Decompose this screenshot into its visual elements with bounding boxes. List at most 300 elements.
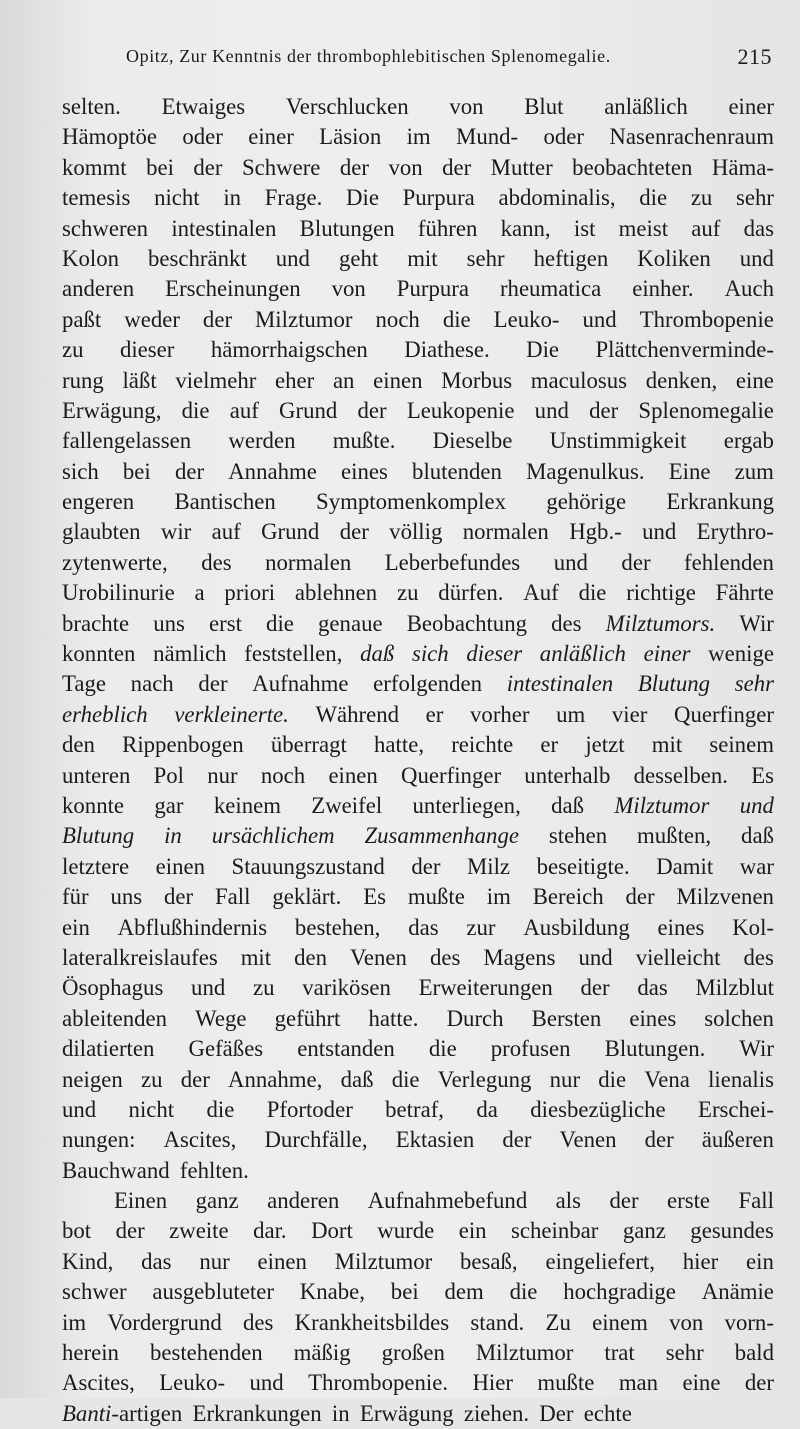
- word: die: [206, 1096, 235, 1122]
- word: Die: [526, 337, 560, 363]
- word: das: [637, 975, 668, 1001]
- word: Erweiterungen: [418, 975, 553, 1001]
- word: die: [598, 1066, 627, 1092]
- word: Während: [315, 701, 400, 727]
- word: Erythro-: [696, 519, 774, 545]
- word: heftigen: [533, 245, 609, 271]
- word: dem: [444, 1279, 484, 1305]
- word: normalen: [462, 519, 549, 545]
- word: beobachteten: [572, 154, 693, 180]
- word: desselben.: [633, 762, 728, 788]
- word: zytenwerte,: [62, 549, 168, 575]
- word: Diathese.: [404, 337, 490, 363]
- word: rung: [62, 367, 104, 393]
- text-line: [62, 1338, 774, 1368]
- word: nur: [549, 1066, 581, 1092]
- word: die: [391, 1066, 420, 1092]
- word: von: [388, 154, 423, 180]
- word: eine: [735, 367, 774, 393]
- word: zur: [466, 914, 496, 940]
- word: die: [509, 1279, 538, 1305]
- word: Leuko-: [159, 1370, 226, 1396]
- word: bot: [62, 1218, 92, 1244]
- word: kommt: [62, 154, 127, 180]
- word: betraf,: [385, 1096, 444, 1122]
- word: Bersten: [531, 1005, 602, 1031]
- word: mit: [240, 944, 272, 970]
- word: Milztumor: [255, 306, 353, 332]
- word: und: [578, 944, 613, 970]
- word: hochgradige: [563, 1279, 676, 1305]
- word: Schwere: [241, 154, 321, 180]
- word: sich: [62, 458, 99, 484]
- page-number: 215: [737, 44, 772, 69]
- word: Leukopenie: [406, 397, 515, 423]
- word: engeren: [62, 489, 135, 515]
- word: lateralkreislaufes: [62, 944, 218, 970]
- text-line: [62, 305, 774, 335]
- italic-word: Zusammenhange: [364, 823, 519, 849]
- word: einem: [592, 1309, 648, 1335]
- word: Vena: [644, 1066, 690, 1092]
- word: mußte: [407, 884, 465, 910]
- word: auf: [211, 519, 241, 545]
- text-line: [62, 609, 774, 639]
- word: Dieselbe: [432, 428, 513, 454]
- text-line: [62, 1065, 774, 1095]
- text-line: [62, 1308, 774, 1338]
- word: Bereich: [532, 884, 604, 910]
- word: denken,: [645, 367, 718, 393]
- word: des: [551, 610, 582, 636]
- word: einer: [248, 124, 294, 150]
- word: mäßig: [293, 1340, 351, 1366]
- word: selten.: [62, 94, 121, 119]
- word: da: [476, 1096, 498, 1122]
- word: Purpura: [402, 185, 475, 211]
- text-line: [62, 457, 774, 487]
- word: lienalis: [708, 1066, 774, 1092]
- word: Ascites,: [62, 1370, 135, 1396]
- word: ableitenden: [62, 1005, 168, 1031]
- word: von: [331, 276, 366, 302]
- word: für: [62, 884, 89, 910]
- word: vorn-: [724, 1309, 774, 1335]
- word: das: [141, 1248, 172, 1274]
- word: solchen: [704, 1005, 774, 1031]
- text-line: [62, 852, 774, 882]
- word: anderen: [62, 276, 135, 302]
- word: Krankheitsbildes: [294, 1309, 450, 1335]
- word: letztere: [62, 853, 130, 879]
- word: Erschei-: [698, 1096, 774, 1122]
- word: Frage.: [264, 185, 323, 211]
- text-line: [62, 700, 774, 730]
- word: Kolon: [62, 245, 119, 271]
- word: bestehen,: [294, 914, 381, 940]
- word: hier: [682, 1248, 719, 1274]
- word: Ösophagus: [62, 975, 164, 1001]
- word: Blutungen: [299, 215, 395, 241]
- word: brachte: [62, 610, 130, 636]
- word: meist: [618, 215, 669, 241]
- word: Wir: [739, 610, 774, 636]
- word: geklärt.: [272, 884, 342, 910]
- word: nungen:: [62, 1127, 136, 1153]
- word: fehlenden: [684, 549, 774, 575]
- word: rheumatica: [499, 276, 602, 302]
- word: herein: [62, 1340, 119, 1366]
- word: und: [275, 245, 310, 271]
- word: bald: [734, 1340, 774, 1366]
- word: der: [625, 884, 655, 910]
- word: Milztumor: [475, 1340, 574, 1366]
- word: Rippenbogen: [122, 732, 244, 758]
- italic-word: anläßlich: [539, 641, 626, 667]
- italic-word: und: [739, 792, 774, 818]
- word: Ektasien: [395, 1127, 475, 1153]
- text-line: [62, 487, 774, 517]
- word: des: [243, 1309, 274, 1335]
- word: den: [294, 944, 327, 970]
- word: hatte.: [368, 1005, 419, 1031]
- italic-word: dieser: [466, 641, 523, 667]
- word: schwer: [62, 1279, 127, 1305]
- word: zu: [396, 580, 419, 606]
- word: Nasenrachenraum: [609, 124, 774, 150]
- word: Ausbildung: [523, 914, 630, 940]
- word: Grund: [279, 397, 338, 423]
- word: des: [201, 549, 232, 575]
- word: erfolgenden: [373, 671, 483, 697]
- word: profusen: [490, 1036, 571, 1062]
- word: Pfortoder: [266, 1096, 353, 1122]
- word: Erkrankungen: [192, 1400, 322, 1426]
- word: reichte: [451, 732, 514, 758]
- word: Venen: [349, 944, 407, 970]
- compound-word: [62, 1399, 182, 1429]
- word: Verlegung: [437, 1066, 532, 1092]
- word: feststellen,: [244, 641, 343, 667]
- word: daß: [741, 823, 774, 849]
- word: Anämie: [701, 1279, 774, 1305]
- word: die: [442, 306, 471, 332]
- word: im: [406, 124, 431, 150]
- word: ergab: [723, 428, 774, 454]
- word: der: [609, 1188, 639, 1214]
- word: ausgebluteter: [152, 1279, 274, 1305]
- text-line: [62, 578, 774, 608]
- word: Urobilinurie: [62, 580, 175, 606]
- word: vorher: [470, 701, 530, 727]
- word: Aufnahmebefund: [367, 1188, 528, 1214]
- text-line: [62, 730, 774, 760]
- word: eher: [275, 367, 315, 393]
- word: vielleicht: [635, 944, 721, 970]
- word: keinem: [213, 792, 281, 818]
- word: Eine: [668, 458, 711, 484]
- word: im: [62, 1309, 87, 1335]
- word: konnten: [62, 641, 136, 667]
- word: Die: [346, 185, 379, 211]
- word: Fall: [215, 884, 251, 910]
- word: normalen: [265, 549, 352, 575]
- word: der: [411, 853, 441, 879]
- word: eine: [682, 1370, 721, 1396]
- word: Gefäßes: [188, 1036, 264, 1062]
- italic-word: sich: [411, 641, 449, 667]
- word: Etwaiges: [161, 94, 246, 119]
- word: von: [449, 94, 484, 119]
- word: Splenomegalie: [638, 397, 774, 423]
- word: Dort: [311, 1218, 353, 1244]
- word: Milz: [466, 853, 511, 879]
- text-line: [62, 1034, 774, 1064]
- word: Mutter: [490, 154, 553, 180]
- italic-word: in: [164, 823, 182, 849]
- text-line: [62, 274, 774, 304]
- word: Querfinger: [673, 701, 774, 727]
- word: ganz: [195, 1188, 239, 1214]
- word: Grund: [261, 519, 320, 545]
- text-line: [62, 517, 774, 547]
- text-line: [62, 183, 774, 213]
- word: zu: [62, 337, 84, 363]
- word: Wir: [739, 1036, 774, 1062]
- word: äußeren: [701, 1127, 774, 1153]
- text-line: [62, 639, 774, 669]
- word: sehr: [466, 245, 505, 271]
- word: des: [429, 944, 461, 970]
- word: Verschlucken: [285, 94, 409, 119]
- word: Wege: [195, 1005, 247, 1031]
- word: mußten,: [637, 823, 712, 849]
- word: Fährte: [715, 580, 774, 606]
- word: ein: [62, 914, 90, 940]
- text-line: [62, 1216, 774, 1246]
- word: konnte: [62, 792, 125, 818]
- text-line: [62, 396, 774, 426]
- running-header-title: Opitz, Zur Kenntnis der thrombophlebitischen Splenomegalie.: [126, 46, 611, 66]
- word: der: [580, 975, 610, 1001]
- word: Ascites,: [163, 1127, 237, 1153]
- word: bestehenden: [149, 1340, 263, 1366]
- word: ganz: [622, 1218, 666, 1244]
- italic-word: einer: [643, 641, 691, 667]
- word: Querfinger: [401, 762, 502, 788]
- word: Auch: [724, 276, 774, 302]
- word: er: [425, 701, 444, 727]
- word: ablehnen: [294, 580, 378, 606]
- word: entstanden: [297, 1036, 395, 1062]
- word: unterhalb: [524, 762, 611, 788]
- word: Hämoptöe: [62, 124, 157, 150]
- word: jetzt: [585, 732, 625, 758]
- italic-word: daß: [360, 641, 395, 667]
- word: anderen: [267, 1188, 340, 1214]
- word: wenige: [708, 641, 774, 667]
- text-line: [62, 882, 774, 912]
- word: mit: [651, 732, 683, 758]
- word: Tage: [62, 671, 106, 697]
- word: varikösen: [302, 975, 391, 1001]
- italic-word: Banti: [62, 1400, 112, 1426]
- word: werden: [228, 428, 296, 454]
- word: -artigen: [111, 1400, 183, 1426]
- word: Kind,: [62, 1248, 114, 1274]
- word: Symptomenkomplex: [316, 489, 507, 515]
- word: gar: [154, 792, 184, 818]
- word: besaß,: [460, 1248, 518, 1274]
- word: zu: [140, 1066, 163, 1092]
- word: Auf: [523, 580, 559, 606]
- word: abdominalis,: [498, 185, 616, 211]
- word: Bauchwand: [62, 1157, 170, 1183]
- word: geht: [338, 245, 379, 271]
- word: beseitigte.: [536, 853, 630, 879]
- word: er: [540, 732, 559, 758]
- word: genaue: [318, 610, 383, 636]
- word: oder: [182, 124, 223, 150]
- word: Knabe,: [299, 1279, 365, 1305]
- word: fallengelassen: [62, 428, 192, 454]
- word: Leberbefundes: [384, 549, 521, 575]
- word: dilatierten: [62, 1036, 155, 1062]
- word: der: [589, 397, 619, 423]
- italic-word: Blutung: [62, 823, 135, 849]
- word: Annahme: [228, 458, 317, 484]
- word: dar.: [253, 1218, 287, 1244]
- word: glaubten: [62, 519, 141, 545]
- text-line: [62, 1399, 774, 1429]
- word: bei: [390, 1279, 419, 1305]
- word: eines: [629, 1005, 677, 1031]
- italic-word: Blutung: [637, 671, 711, 697]
- word: Unstimmigkeit: [549, 428, 687, 454]
- word: nur: [207, 762, 238, 788]
- text-line: [62, 1277, 774, 1307]
- italic-word: sehr: [734, 671, 774, 697]
- word: die: [578, 580, 607, 606]
- word: Es: [751, 762, 774, 788]
- word: Bantischen: [174, 489, 276, 515]
- word: Der: [539, 1400, 574, 1426]
- word: zweite: [169, 1218, 229, 1244]
- word: sehr: [665, 1340, 704, 1366]
- word: gesundes: [690, 1218, 774, 1244]
- word: erste: [666, 1188, 711, 1214]
- italic-word: Milztumor: [614, 792, 710, 818]
- word: mußte: [537, 1370, 595, 1396]
- word: das: [743, 215, 774, 241]
- word: Erwägung,: [62, 397, 162, 423]
- word: uns: [153, 610, 185, 636]
- word: des: [743, 944, 774, 970]
- word: temesis: [62, 185, 131, 211]
- word: Erscheinungen: [165, 276, 301, 302]
- word: richtige: [626, 580, 696, 606]
- word: Plättchenverminde-: [595, 337, 774, 363]
- text-line: [62, 335, 774, 365]
- text-line: [62, 761, 774, 791]
- word: die: [639, 185, 668, 211]
- word: auf: [691, 215, 721, 241]
- text-line: [62, 1156, 774, 1186]
- word: nur: [199, 1248, 230, 1274]
- word: geführt: [274, 1005, 341, 1031]
- word: uns: [110, 884, 143, 910]
- text-line: [62, 943, 774, 973]
- word: Damit: [656, 853, 714, 879]
- word: in: [331, 1400, 350, 1426]
- word: nämlich: [153, 641, 227, 667]
- word: Läsion: [319, 124, 382, 150]
- word: intestinalen: [171, 215, 277, 241]
- word: Einen: [114, 1188, 168, 1214]
- word: der: [115, 1218, 145, 1244]
- word: war: [739, 853, 774, 879]
- word: in: [223, 185, 242, 211]
- word: der: [164, 884, 194, 910]
- word: Stauungszustand: [231, 853, 385, 879]
- word: weder: [124, 306, 180, 332]
- text-line: [62, 973, 774, 1003]
- word: völlig: [389, 519, 443, 545]
- word: der: [442, 154, 472, 180]
- word: der: [202, 306, 233, 332]
- word: einen: [373, 367, 423, 393]
- text-line: [62, 669, 774, 699]
- word: Thrombopenie: [639, 306, 774, 332]
- word: einer: [728, 94, 774, 119]
- word: Erkrankung: [666, 489, 774, 515]
- text-line: [62, 1186, 774, 1216]
- word: die: [266, 610, 294, 636]
- word: führen: [417, 215, 478, 241]
- word: daß: [340, 1066, 374, 1092]
- word: ist: [573, 215, 596, 241]
- word: und: [534, 397, 569, 423]
- word: eines: [341, 458, 388, 484]
- word: fehlten.: [179, 1157, 249, 1183]
- word: Magenulkus.: [526, 458, 645, 484]
- text-line: [62, 1004, 774, 1034]
- word: vier: [611, 701, 648, 727]
- word: auf: [229, 397, 259, 423]
- word: Blutungen.: [604, 1036, 706, 1062]
- word: der: [180, 1066, 210, 1092]
- word: Mund-: [456, 124, 519, 150]
- word: vielmehr: [175, 367, 257, 393]
- word: paßt: [62, 306, 102, 332]
- word: nicht: [154, 185, 200, 211]
- word: unterliegen,: [412, 792, 521, 818]
- text-line: [62, 1125, 774, 1155]
- word: einher.: [632, 276, 694, 302]
- word: der: [198, 671, 228, 697]
- word: Milzblut: [695, 975, 774, 1001]
- word: neigen: [62, 1066, 123, 1092]
- text-line: [62, 426, 774, 456]
- word: das: [408, 914, 439, 940]
- word: eingeliefert,: [545, 1248, 655, 1274]
- word: diesbezügliche: [530, 1096, 666, 1122]
- word: ein: [458, 1218, 487, 1244]
- word: um: [556, 701, 586, 727]
- word: die: [181, 397, 210, 423]
- word: seinem: [709, 732, 774, 758]
- word: von: [669, 1309, 704, 1335]
